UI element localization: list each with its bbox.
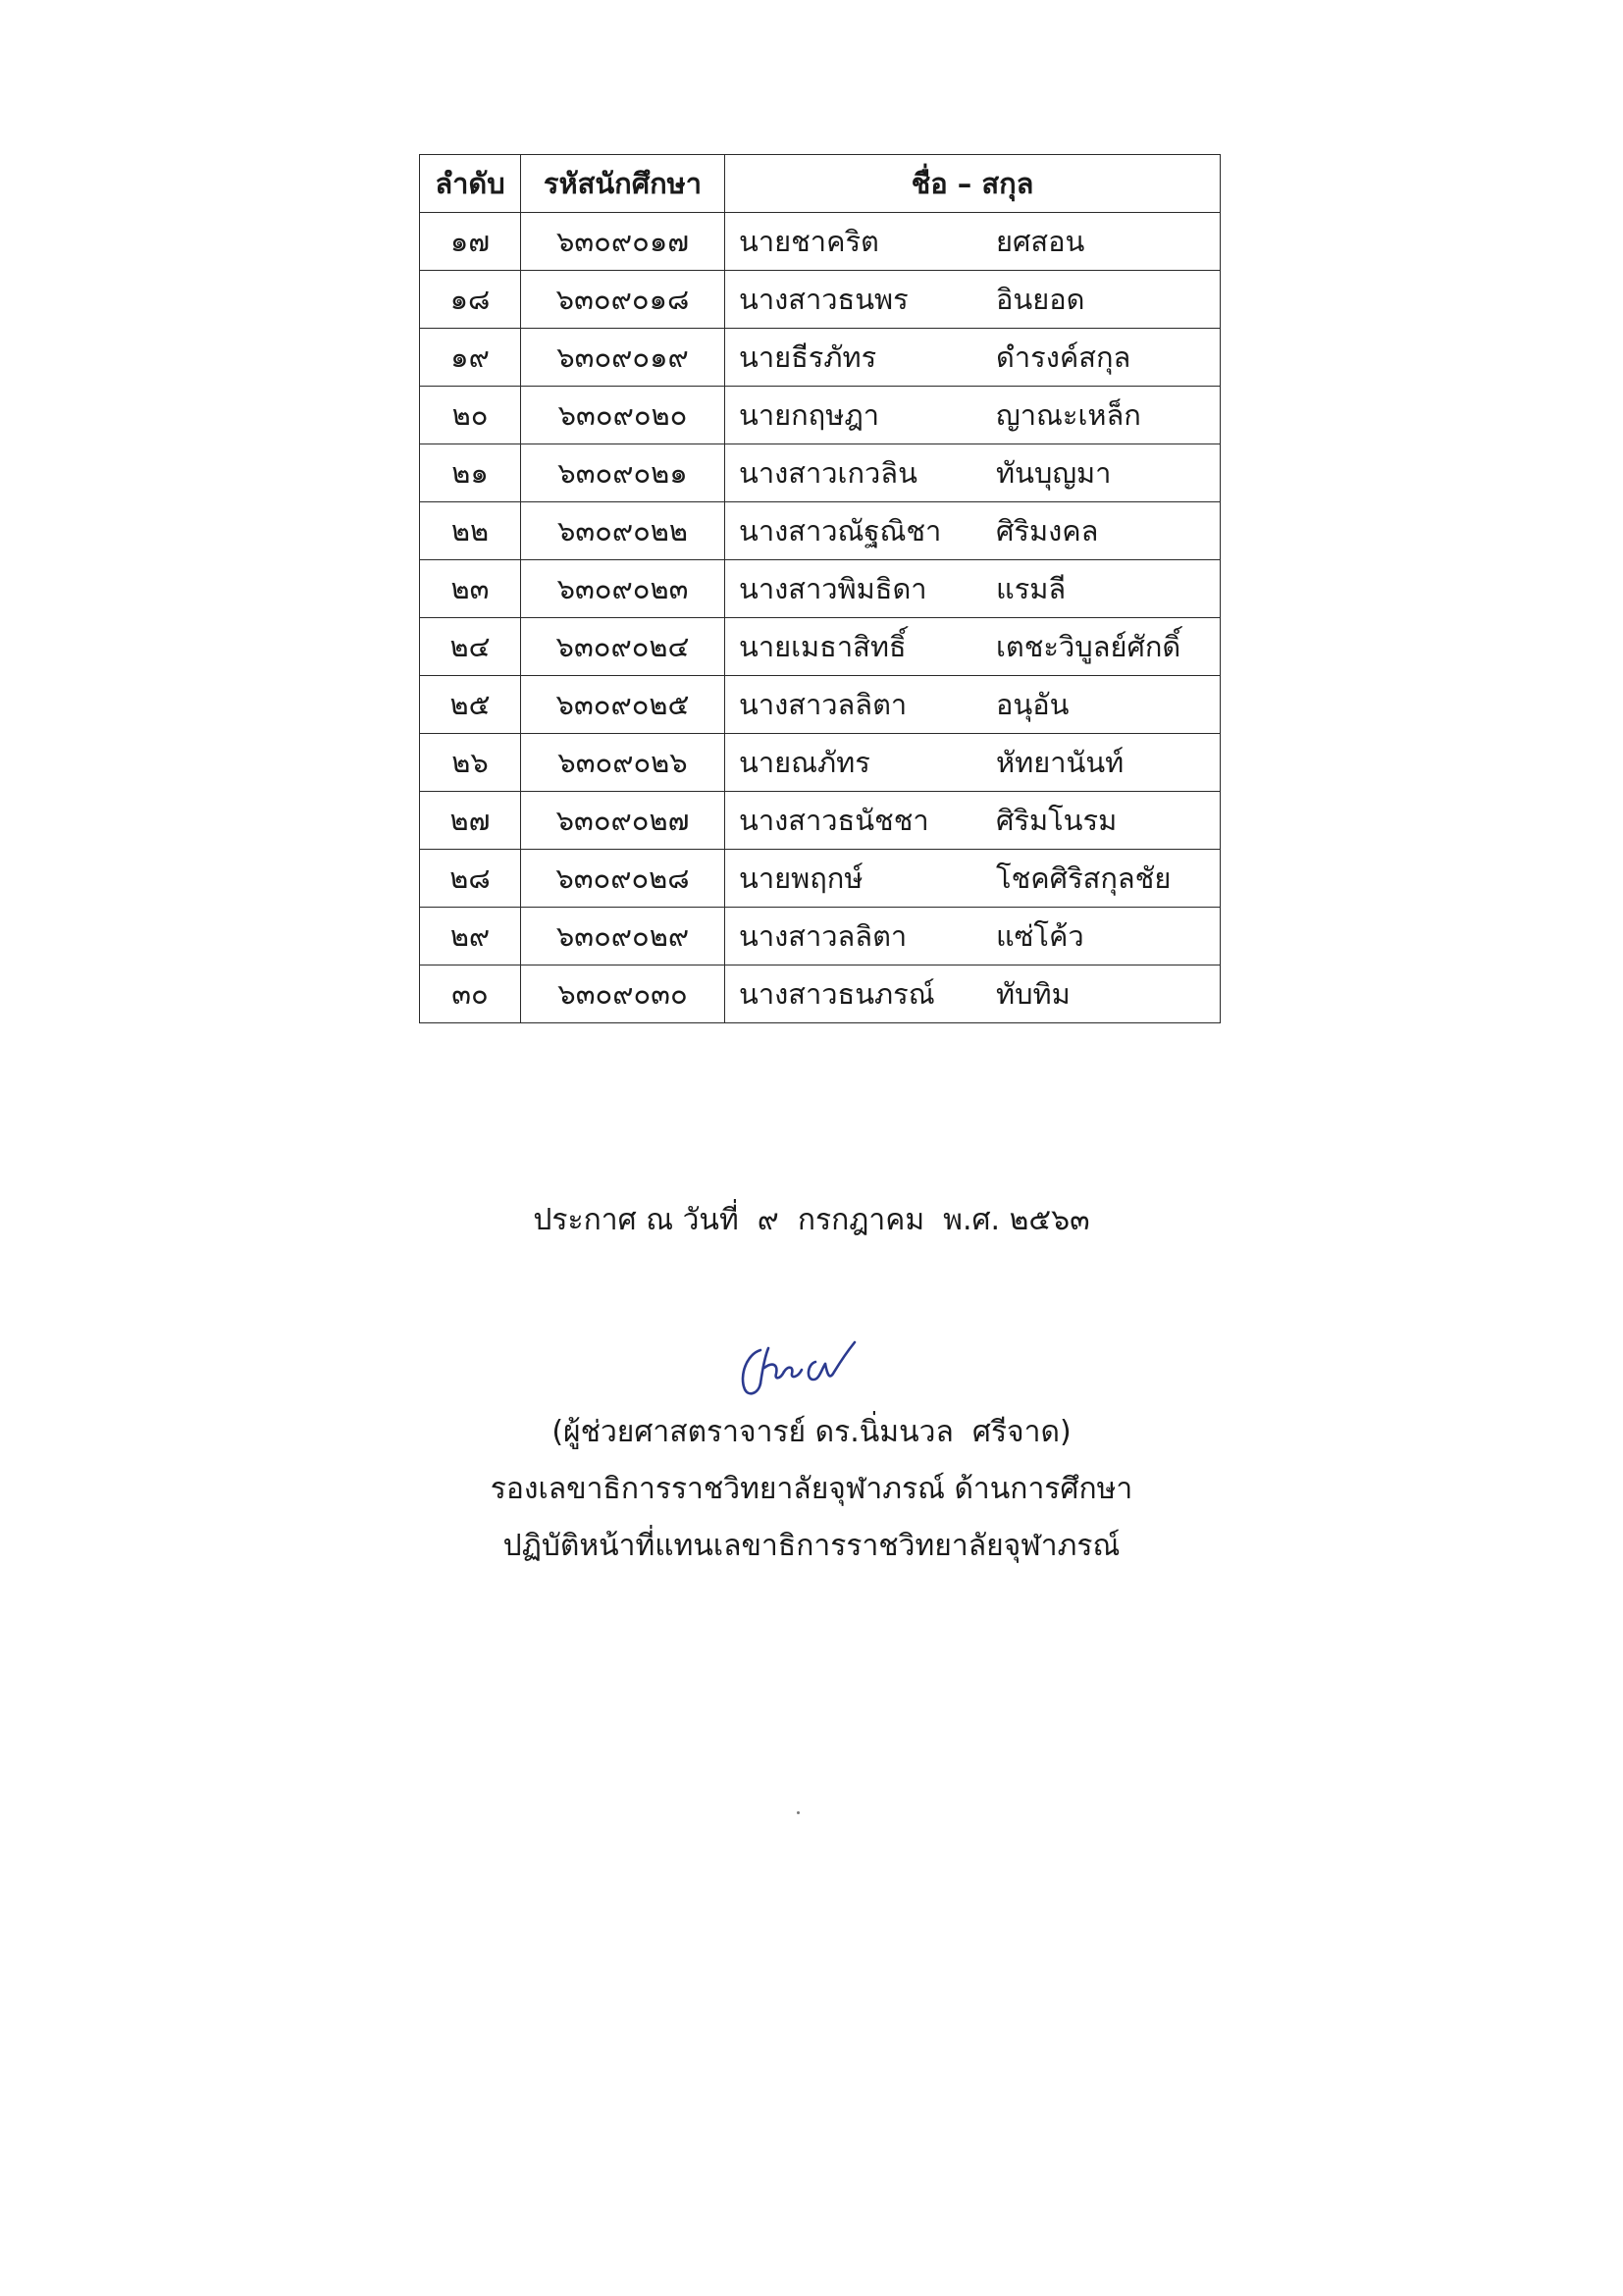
last-name: อนุอัน <box>996 687 1070 721</box>
cell-full-name <box>725 734 1221 792</box>
table-row <box>420 850 1221 908</box>
cell-seq: ๒๐ <box>420 387 521 444</box>
signatory-acting-role: ปฏิบัติหน้าที่แทนเลขาธิการราชวิทยาลัยจุฬาภรณ์ <box>502 1529 1121 1563</box>
cell-full-name <box>725 676 1221 734</box>
first-name: นายณภัทร <box>739 745 870 779</box>
first-name: นายชาคริต <box>739 224 879 258</box>
last-name: ทันบุญมา <box>996 455 1112 490</box>
cell-student-id: ๖๓๐๙๐๒๘ <box>521 850 725 908</box>
cell-full-name <box>725 965 1221 1023</box>
cell-full-name <box>725 329 1221 387</box>
table-row <box>420 908 1221 965</box>
student-list-table <box>419 154 1221 1023</box>
cell-student-id: ๖๓๐๙๐๒๗ <box>521 792 725 850</box>
last-name: หัทยานันท์ <box>996 745 1125 779</box>
signatory-position: รองเลขาธิการราชวิทยาลัยจุฬาภรณ์ ด้านการศึกษา <box>490 1472 1133 1506</box>
first-name: นายเมธาสิทธิ์ <box>739 629 907 663</box>
cell-seq: ๑๙ <box>420 329 521 387</box>
table-row <box>420 618 1221 676</box>
cell-full-name <box>725 618 1221 676</box>
header-seq: ลำดับ <box>420 155 521 213</box>
table-row <box>420 792 1221 850</box>
cell-student-id: ๖๓๐๙๐๒๐ <box>521 387 725 444</box>
first-name: นายพฤกษ์ <box>739 861 864 895</box>
cell-full-name <box>725 792 1221 850</box>
last-name: แรมลี <box>996 571 1067 605</box>
last-name: อินยอด <box>996 282 1085 316</box>
table-header-row <box>420 155 1221 213</box>
cell-student-id: ๖๓๐๙๐๑๘ <box>521 271 725 329</box>
cell-seq: ๒๘ <box>420 850 521 908</box>
last-name: ญาณะเหล็ก <box>996 397 1141 432</box>
table-body <box>420 213 1221 1023</box>
last-name: ยศสอน <box>996 224 1085 258</box>
cell-full-name <box>725 850 1221 908</box>
last-name: เตชะวิบูลย์ศักดิ์ <box>996 629 1181 663</box>
cell-full-name <box>725 444 1221 502</box>
header-full-name: ชื่อ – สกุล <box>725 155 1221 213</box>
table-row <box>420 560 1221 618</box>
last-name: ดำรงค์สกุล <box>996 339 1131 374</box>
cell-student-id: ๖๓๐๙๐๑๙ <box>521 329 725 387</box>
cell-seq: ๒๒ <box>420 502 521 560</box>
cell-student-id: ๖๓๐๙๐๒๓ <box>521 560 725 618</box>
last-name: แซ่โค้ว <box>996 918 1084 953</box>
header-student-id: รหัสนักศึกษา <box>521 155 725 213</box>
cell-student-id: ๖๓๐๙๐๓๐ <box>521 965 725 1023</box>
cell-student-id: ๖๓๐๙๐๒๙ <box>521 908 725 965</box>
table-row <box>420 734 1221 792</box>
cell-full-name <box>725 560 1221 618</box>
cell-seq: ๒๙ <box>420 908 521 965</box>
first-name: นางสาวธนภรณ์ <box>739 976 935 1011</box>
scan-speck <box>797 1811 800 1814</box>
last-name: โชคศิริสกุลชัย <box>996 861 1172 895</box>
signatory-name: (ผู้ช่วยศาสตราจารย์ ดร.นิ่มนวล ศรีจาด) <box>551 1415 1072 1449</box>
first-name: นางสาวธนพร <box>739 282 909 316</box>
table-row <box>420 271 1221 329</box>
cell-seq: ๒๕ <box>420 676 521 734</box>
cell-seq: ๒๔ <box>420 618 521 676</box>
cell-student-id: ๖๓๐๙๐๒๒ <box>521 502 725 560</box>
table-row <box>420 965 1221 1023</box>
announcement-date: ประกาศ ณ วันที่ ๙ กรกฎาคม พ.ศ. ๒๕๖๓ <box>533 1203 1090 1237</box>
last-name: ศิริมงคล <box>996 513 1099 548</box>
table-row <box>420 676 1221 734</box>
cell-seq: ๒๗ <box>420 792 521 850</box>
cell-seq: ๓๐ <box>420 965 521 1023</box>
first-name: นางสาวณัฐณิชา <box>739 513 942 548</box>
cell-student-id: ๖๓๐๙๐๒๕ <box>521 676 725 734</box>
handwritten-signature-icon <box>731 1334 868 1405</box>
last-name: ทับทิม <box>996 976 1071 1011</box>
cell-seq: ๒๑ <box>420 444 521 502</box>
table-row <box>420 213 1221 271</box>
cell-seq: ๒๖ <box>420 734 521 792</box>
cell-student-id: ๖๓๐๙๐๒๑ <box>521 444 725 502</box>
table-row <box>420 329 1221 387</box>
cell-full-name <box>725 271 1221 329</box>
cell-full-name <box>725 387 1221 444</box>
first-name: นางสาวเกวลิน <box>739 455 917 490</box>
cell-full-name <box>725 908 1221 965</box>
cell-full-name <box>725 213 1221 271</box>
table-row <box>420 502 1221 560</box>
cell-seq: ๑๗ <box>420 213 521 271</box>
table-row <box>420 387 1221 444</box>
first-name: นางสาวลลิตา <box>739 918 908 953</box>
last-name: ศิริมโนรม <box>996 803 1118 837</box>
cell-full-name <box>725 502 1221 560</box>
cell-student-id: ๖๓๐๙๐๒๔ <box>521 618 725 676</box>
first-name: นายธีรภัทร <box>739 339 877 374</box>
cell-seq: ๒๓ <box>420 560 521 618</box>
first-name: นางสาวพิมธิดา <box>739 571 927 605</box>
cell-seq: ๑๘ <box>420 271 521 329</box>
first-name: นายกฤษฎา <box>739 397 880 432</box>
cell-student-id: ๖๓๐๙๐๑๗ <box>521 213 725 271</box>
first-name: นางสาวธนัชชา <box>739 803 929 837</box>
table-row <box>420 444 1221 502</box>
first-name: นางสาวลลิตา <box>739 687 908 721</box>
cell-student-id: ๖๓๐๙๐๒๖ <box>521 734 725 792</box>
